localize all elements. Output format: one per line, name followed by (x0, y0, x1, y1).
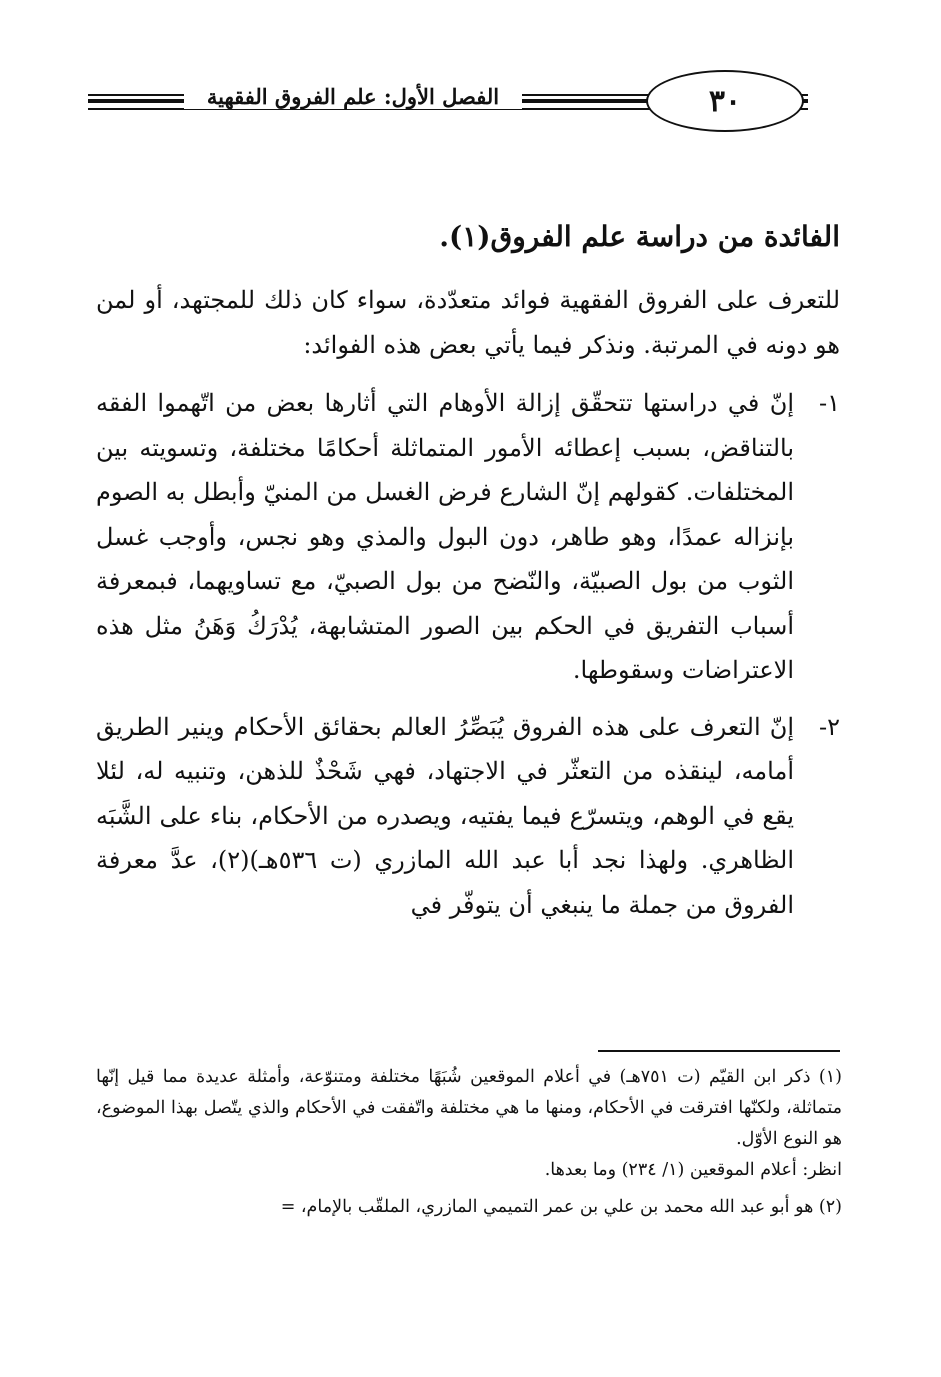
item-text: إنّ التعرف على هذه الفروق يُبَصِّرُ العالم بحقائق الأحكام وينير الطريق أمامه، لينقذه من التعثّر في الاجتهاد، فهي شَحْذٌ للذهن، وتنبيه له، لئلا يقع في الوهم، ويتسرّع فيما يفتيه، ويصدره من الأحكام، بناء على الشَّبَه الظاهري. ولهذا نجد أبا عبد الله المازري (ت ٥٣٦هـ)(٢)، عدَّ معرفة الفروق من جملة ما ينبغي أن يتوفّر في (96, 712, 794, 919)
footnote-line: انظر: أعلام الموقعين (١/ ٢٣٤) وما بعدها. (544, 1160, 842, 1180)
section-title: الفائدة من دراسة علم الفروق(١). (439, 220, 840, 253)
page-number: ٣٠ (646, 70, 804, 132)
item-number: ١- (819, 389, 840, 417)
footnote-separator (598, 1050, 840, 1052)
chapter-title: الفصل الأول: علم الفروق الفقهية (184, 84, 522, 109)
list-item (96, 381, 840, 693)
footnote-line: (١) ذكر ابن القيّم (ت ٧٥١هـ) في أعلام الموقعين شُبَهًا مختلفة ومتنوّعة، وأمثلة عديدة مما قيل إنّها متماثلة، ولكنّها افترقت في الأحكام، ومنها ما هي مختلفة واتّفقت في الأحكام والذي يتّصل بهذا الموضوع، هو النوع الأوّل. (96, 1067, 842, 1149)
footnote (96, 1192, 842, 1223)
footnote (96, 1062, 842, 1186)
item-number: ٢- (819, 712, 840, 741)
intro-paragraph: للتعرف على الفروق الفقهية فوائد متعدّدة، سواء كان ذلك للمجتهد، أو لمن هو دونه في المرتبة. ونذكر فيما يأتي بعض هذه الفوائد: (96, 286, 840, 359)
item-text: إنّ في دراستها تتحقّق إزالة الأوهام التي أثارها بعض من اتّهموا الفقه بالتناقض، بسبب إعطائه الأمور المتماثلة أحكامًا مختلفة، وتسويته بين المختلفات. كقولهم إنّ الشارع فرض الغسل من المنيّ وأبطل به الصوم بإنزاله عمدًا، وهو طاهر، دون البول والمذي وهو نجس، وأوجب غسل الثوب من بول الصبيّة، والنّضح من بول الصبيّ، مع تساويهما، فبمعرفة أسباب التفريق في الحكم بين الصور المتشابهة، يُدْرَكُ وَهَنُ مثل هذه الاعتراضات وسقوطها. (96, 389, 794, 684)
page-header (88, 70, 848, 132)
list-item (96, 705, 840, 928)
footnote-line: (٢) هو أبو عبد الله محمد بن علي بن عمر التميمي المازري، الملقّب بالإمام، = (280, 1197, 842, 1217)
main-content (96, 212, 840, 939)
footnotes (96, 1062, 842, 1229)
